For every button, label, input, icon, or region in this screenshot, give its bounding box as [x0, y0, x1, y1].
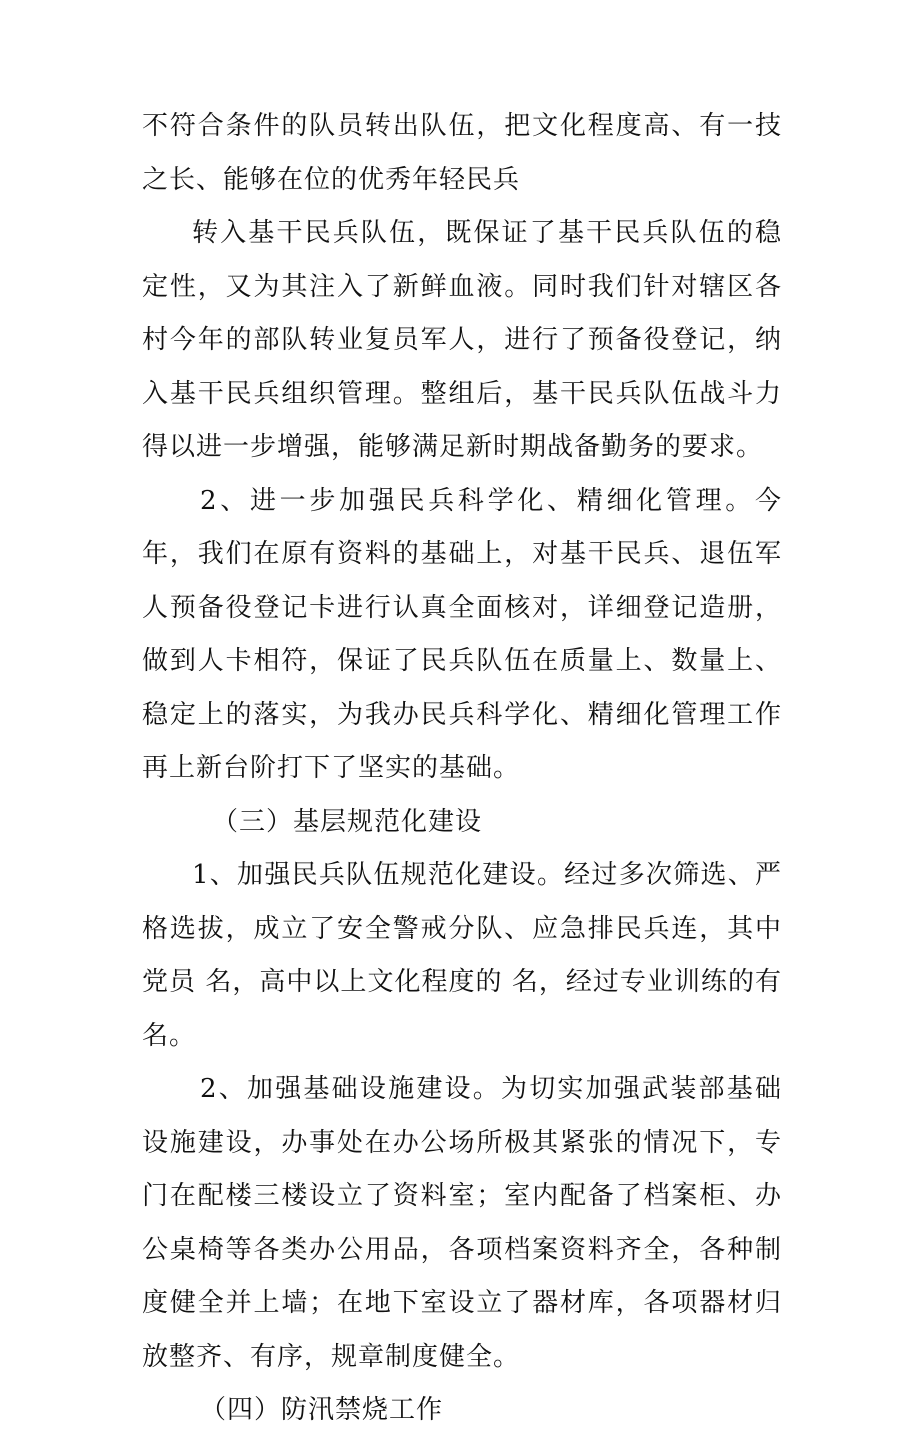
paragraph-scientific-management: 2、进一步加强民兵科学化、精细化管理。今年，我们在原有资料的基础上，对基干民兵、退伍军人预备役登记卡进行认真全面核对，详细登记造册，做到人卡相符，保证了民兵队伍在质量上、数量上、稳定上的落实，为我办民兵科学化、精细化管理工作再上新台阶打下了坚实的基础。: [142, 485, 782, 783]
paragraph-militia-standardization: 1、加强民兵队伍规范化建设。经过多次筛选、严格选拔，成立了安全警戒分队、应急排民兵连，其中党员 名，高中以上文化程度的 名，经过专业训练的有 名。: [142, 860, 782, 1051]
section-heading-grassroots-standardization: （三）基层规范化建设: [212, 806, 483, 837]
section-heading-flood-control: （四）防汛禁烧工作: [200, 1395, 444, 1425]
paragraph-team-reorganization: 转入基干民兵队伍，既保证了基干民兵队伍的稳定性，又为其注入了新鲜血液。同时我们针对辖区各村今年的部队转业复员军人，进行了预备役登记，纳入基干民兵组织管理。整组后，基干民兵队伍战斗力得以进一步增强，能够满足新时期战备勤务的要求。: [142, 218, 782, 462]
document-body: [142, 100, 782, 1438]
paragraph-continuation: 不符合条件的队员转出队伍，把文化程度高、有一技之长、能够在位的优秀年轻民兵: [142, 111, 782, 195]
paragraph-infrastructure: 2、加强基础设施建设。为切实加强武装部基础设施建设，办事处在办公场所极其紧张的情况下，专门在配楼三楼设立了资料室；室内配备了档案柜、办公桌椅等各类办公用品，各项档案资料齐全，各种制度健全并上墙；在地下室设立了器材库，各项器材归放整齐、有序，规章制度健全。: [142, 1074, 782, 1372]
